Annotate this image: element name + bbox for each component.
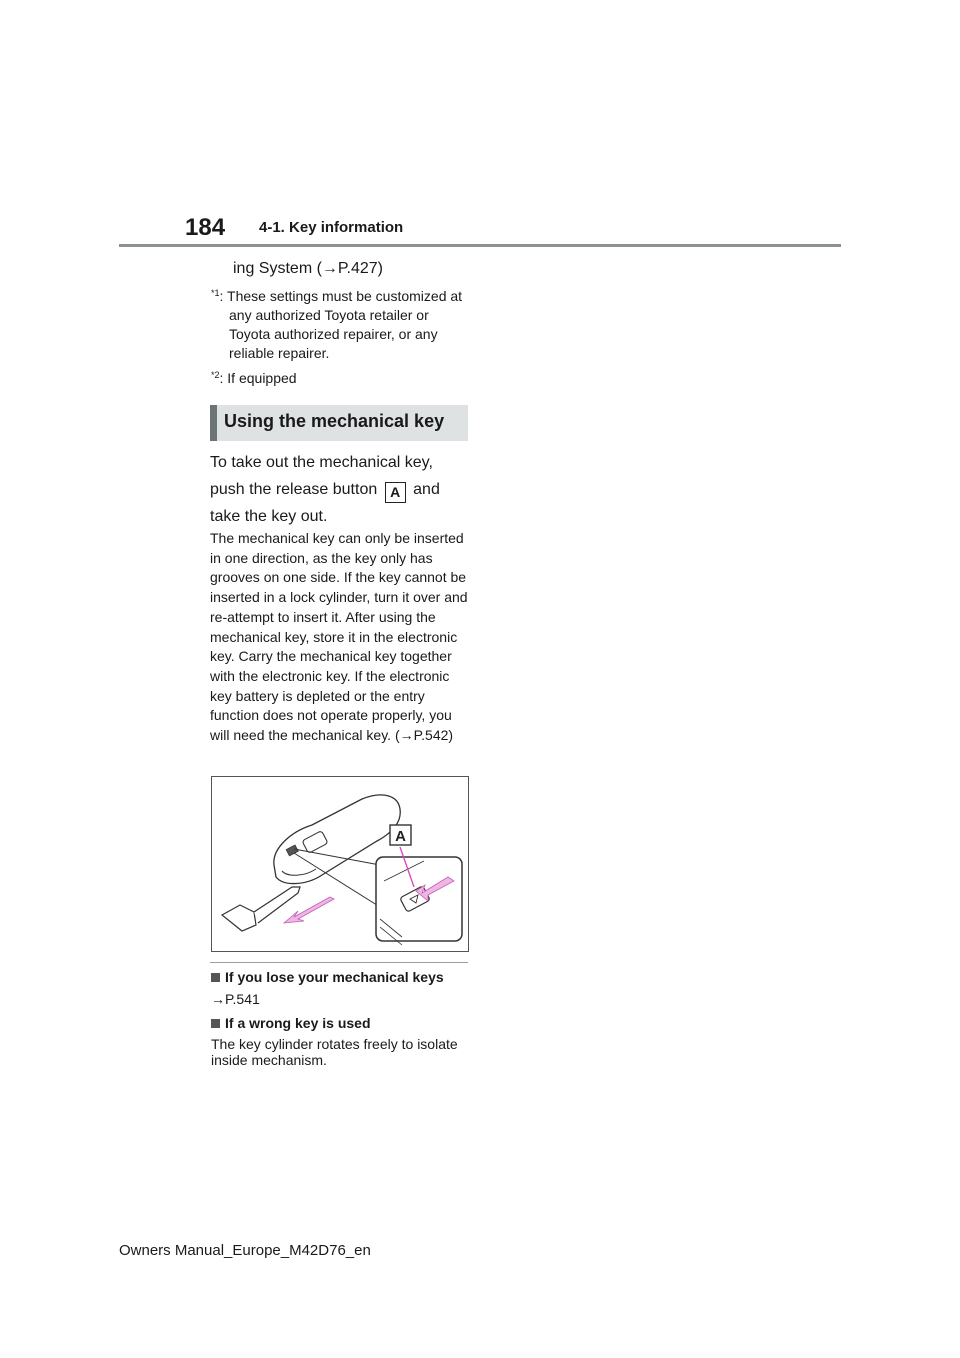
footnote-mark: *2 (211, 370, 220, 380)
footnote-1 (211, 284, 471, 363)
pull-arrow (284, 897, 334, 923)
continued-text: ing System (→P.427) (233, 260, 383, 277)
subsection-title: If a wrong key is used (225, 1015, 371, 1031)
intro-paragraph (210, 449, 472, 530)
section-title: 4-1. Key information (259, 219, 404, 236)
footnote-mark: *1 (211, 288, 220, 298)
page-reference: →P.541 (211, 991, 260, 1007)
footer-text: Owners Manual_Europe_M42D76_en (119, 1242, 371, 1259)
subsection-heading-lost-keys (211, 969, 444, 985)
description-paragraph: The mechanical key can only be inserted in one direction, as the key only has grooves on one side. If the key cannot be inserted in a lock cylinder, turn it over and re-attempt to insert it. After using the mechanical key, store it in the electronic key. Carry the mechanical key together with the electronic key. If the electronic key battery is depleted or the entry function does not operate properly, you will need the mechanical key. (→P.542) (210, 530, 468, 744)
subsection-body: The key cylinder rotates freely to isolate inside mechanism. (211, 1036, 458, 1068)
bullet-icon (211, 1019, 220, 1028)
footnote-text: : These settings must be customized at any authorized Toyota retailer or Toyota authorized repairer, or any reliable repairer. (219, 288, 463, 361)
label-a: A (395, 828, 406, 845)
label-a-box: A (385, 482, 406, 503)
footnote-text: : If equipped (219, 370, 297, 386)
intro-text-1: To take out the mechanical key, push the release button (210, 454, 433, 498)
footnote-2 (211, 366, 297, 388)
bullet-icon (211, 973, 220, 982)
mechanical-key-head (222, 905, 256, 931)
section-heading-text: Using the mechanical key (224, 411, 445, 431)
page-number: 184 (185, 214, 226, 241)
header-rule (119, 244, 841, 247)
subsection-title: If you lose your mechanical keys (225, 969, 444, 985)
key-diagram (212, 777, 468, 951)
intro-text-2: and take the key out. (210, 481, 440, 525)
subsection-heading-wrong-key (211, 1015, 371, 1031)
subsection-rule (210, 962, 468, 963)
mechanical-key-illustration (211, 776, 469, 952)
section-heading (210, 405, 468, 441)
